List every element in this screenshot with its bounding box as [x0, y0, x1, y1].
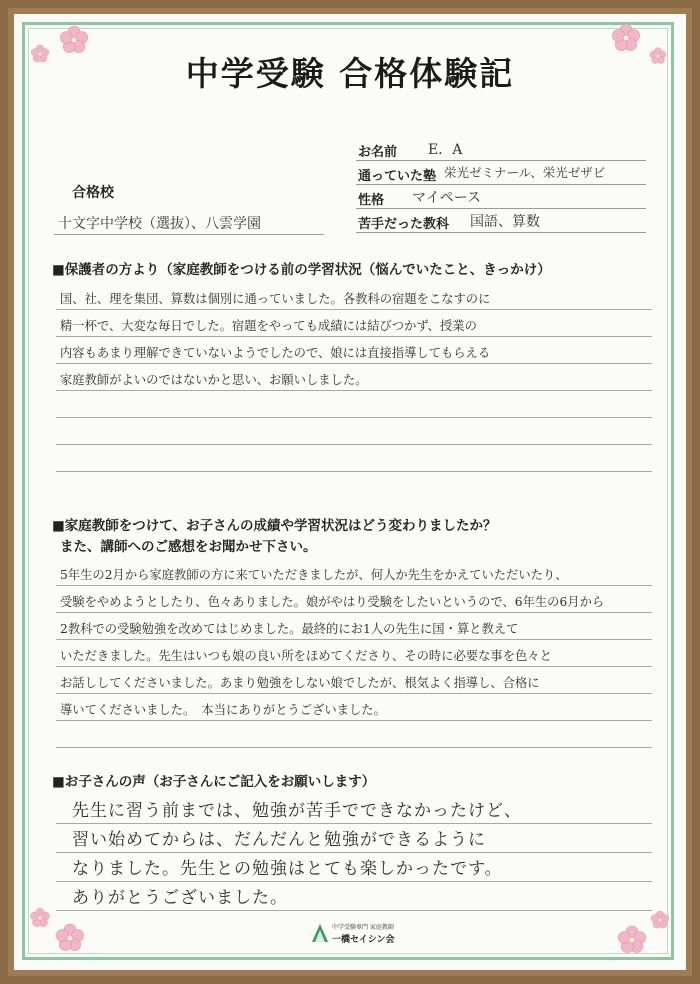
text-line [56, 558, 652, 586]
handwritten-text: 精一杯で、大変な毎日でした。宿題をやっても成績には結びつかず、授業の [60, 319, 477, 333]
handwritten-text: 家庭教師がよいのではないかと思い、お願いしました。 [60, 373, 368, 387]
weak-subject-label: 苦手だった教科 [358, 217, 450, 232]
name-label: お名前 [358, 145, 398, 160]
name-row [356, 136, 646, 161]
text-line [56, 444, 652, 472]
text-line [56, 390, 652, 418]
school-label: 合格校 [72, 185, 114, 201]
handwritten-text: 内容もあまり理解できていないようでしたので、娘には直接指導してもらえる [60, 346, 491, 360]
text-line [56, 881, 652, 911]
handwritten-text: いただきました。先生はいつも娘の良い所をほめてくださり、その時に必要な事を色々と [60, 649, 552, 663]
text-line [56, 639, 652, 667]
company-logo [310, 920, 400, 950]
child-section-heading: ■お子さんの声（お子さんにご記入をお願いします） [52, 774, 376, 790]
cram-school-row [356, 160, 646, 185]
text-line [56, 794, 652, 824]
text-line [56, 417, 652, 445]
handwritten-text: 2教科での受験勉強を改めてはじめました。最終的にお1人の先生に国・算と教えて [60, 622, 519, 636]
personality-value: マイペース [412, 190, 482, 206]
cram-school-value: 栄光ゼミナール、栄光ゼザビ [444, 165, 606, 180]
logo-name: 一橋セイシン会 [332, 935, 395, 945]
name-value: E．A [428, 142, 463, 158]
school-value: 十文字中学校（選抜）、八雲学園 [58, 216, 261, 232]
text-line [56, 363, 652, 391]
text-line [56, 823, 652, 853]
text-line [56, 612, 652, 640]
mountain-logo-icon [310, 922, 330, 946]
text-line [56, 852, 652, 882]
result-section-heading: ■家庭教師をつけて、お子さんの成績や学習状況はどう変わりましたか？ [52, 518, 497, 534]
handwritten-text: 受験をやめようとしたり、色々ありました。娘がやはり受験をしたいというので、6年生の6月から [60, 595, 605, 609]
text-line [56, 693, 652, 721]
handwritten-text: 導いてくださいました。 本当にありがとうございました。 [60, 703, 386, 717]
text-line [56, 336, 652, 364]
handwritten-text: 国、社、理を集団、算数は個別に通っていました。各教科の宿題をこなすのに [60, 292, 491, 306]
school-row [54, 210, 324, 235]
personality-label: 性格 [358, 193, 385, 208]
handwritten-text: 先生に習う前までは、勉強が苦手でできなかったけど、 [72, 801, 522, 821]
parent-section-heading: ■保護者の方より（家庭教師をつける前の学習状況（悩んでいたこと、きっかけ） [52, 262, 551, 278]
logo-tagline: 中学受験専門 家庭教師 [332, 924, 394, 931]
page-title: 中学受験 合格体験記 [185, 54, 515, 93]
handwritten-text: お話ししてくださいました。あまり勉強をしない娘でしたが、根気よく指導し、合格に [60, 676, 540, 690]
handwritten-text: なりました。先生との勉強はとても楽しかったです。 [72, 859, 503, 879]
handwritten-text: 5年生の2月から家庭教師の方に来ていただきましたが、何人か先生をかえていただいたり、 [60, 568, 568, 582]
text-line [56, 282, 652, 310]
text-line [56, 720, 652, 748]
handwritten-text: ありがとうございました。 [72, 888, 288, 908]
weak-subject-value: 国語、算数 [470, 214, 540, 230]
weak-subject-row [356, 208, 646, 233]
text-line [56, 309, 652, 337]
personality-row [356, 184, 646, 209]
text-line [56, 666, 652, 694]
text-line [56, 585, 652, 613]
result-section-subheading: また、講師へのご感想をお聞かせ下さい。 [60, 539, 317, 555]
handwritten-text: 習い始めてからは、だんだんと勉強ができるように [72, 830, 486, 850]
cram-school-label: 通っていた塾 [358, 169, 437, 184]
